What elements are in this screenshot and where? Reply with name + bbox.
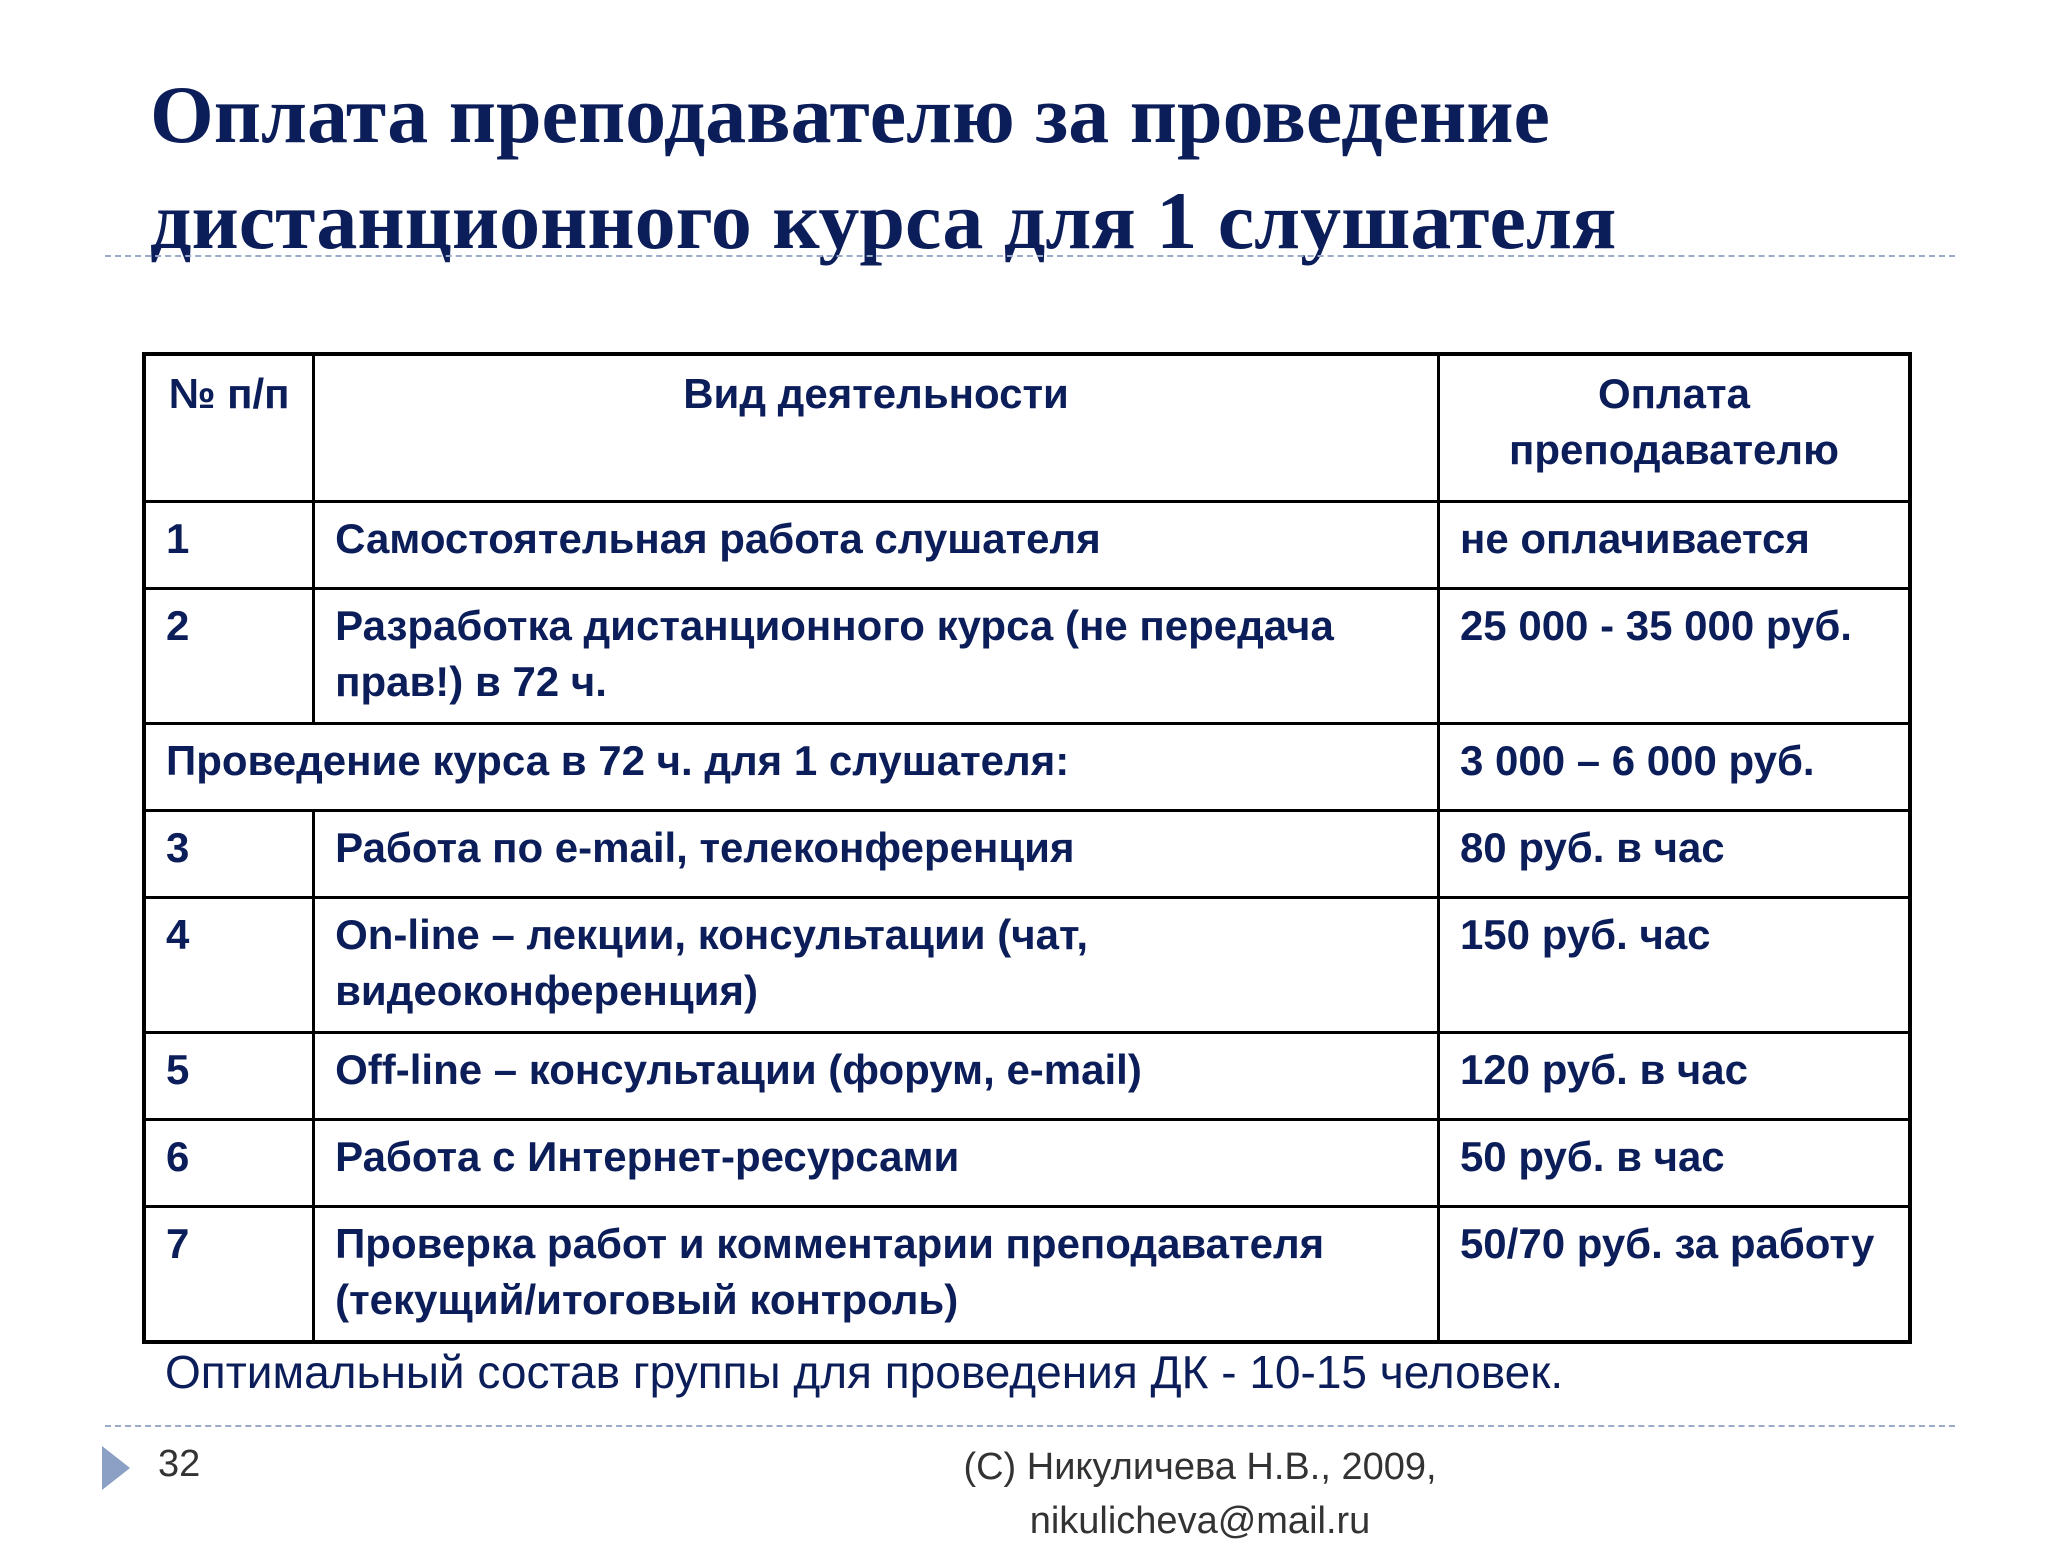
row-payment: 50/70 руб. за работу	[1438, 1207, 1910, 1343]
footer-copyright: (С) Никуличева Н.В., 2009,	[963, 1446, 1437, 1488]
payment-table	[142, 352, 1912, 1344]
bottom-divider	[105, 1425, 1955, 1427]
table-row	[144, 589, 1910, 724]
table-header-row	[144, 354, 1910, 502]
title-line-2: дистанционного курса для 1 слушателя	[150, 175, 1617, 266]
footer-credit	[900, 1440, 1500, 1548]
group-size-note: Оптимальный состав группы для проведения ДК - 10-15 человек.	[165, 1346, 1564, 1398]
header-payment: Оплата преподавателю	[1438, 354, 1910, 502]
table-row	[144, 1207, 1910, 1343]
page-number: 32	[158, 1443, 201, 1485]
table-row	[144, 1033, 1910, 1120]
row-payment: 50 руб. в час	[1438, 1120, 1910, 1207]
top-divider	[105, 255, 1955, 257]
header-activity: Вид деятельности	[314, 354, 1439, 502]
section-label: Проведение курса в 72 ч. для 1 слушателя:	[144, 724, 1438, 811]
title-line-1: Оплата преподавателю за проведение	[150, 69, 1550, 160]
row-payment: не оплачивается	[1438, 502, 1910, 589]
row-num: 2	[144, 589, 314, 724]
row-payment: 25 000 - 35 000 руб.	[1438, 589, 1910, 724]
row-activity: Самостоятельная работа слушателя	[314, 502, 1439, 589]
table-row	[144, 502, 1910, 589]
row-num: 1	[144, 502, 314, 589]
row-activity: Работа с Интернет-ресурсами	[314, 1120, 1439, 1207]
row-payment: 120 руб. в час	[1438, 1033, 1910, 1120]
row-activity: Off-line – консультации (форум, e-mail)	[314, 1033, 1439, 1120]
table-section-row	[144, 724, 1910, 811]
row-num: 7	[144, 1207, 314, 1343]
header-num: № п/п	[144, 354, 314, 502]
bullet-triangle-icon	[102, 1446, 130, 1490]
row-num: 5	[144, 1033, 314, 1120]
row-num: 4	[144, 898, 314, 1033]
section-payment: 3 000 – 6 000 руб.	[1438, 724, 1910, 811]
row-activity: Разработка дистанционного курса (не передача прав!) в 72 ч.	[314, 589, 1439, 724]
row-activity: Проверка работ и комментарии преподавателя (текущий/итоговый контроль)	[314, 1207, 1439, 1343]
slide-title	[150, 62, 1950, 274]
row-payment: 150 руб. час	[1438, 898, 1910, 1033]
row-num: 6	[144, 1120, 314, 1207]
row-num: 3	[144, 811, 314, 898]
row-activity: Работа по e-mail, телеконференция	[314, 811, 1439, 898]
table-row	[144, 898, 1910, 1033]
row-payment: 80 руб. в час	[1438, 811, 1910, 898]
table-row	[144, 1120, 1910, 1207]
footer-email: nikulicheva@mail.ru	[1029, 1500, 1371, 1542]
row-activity: On-line – лекции, консультации (чат, видеоконференция)	[314, 898, 1439, 1033]
table-row	[144, 811, 1910, 898]
